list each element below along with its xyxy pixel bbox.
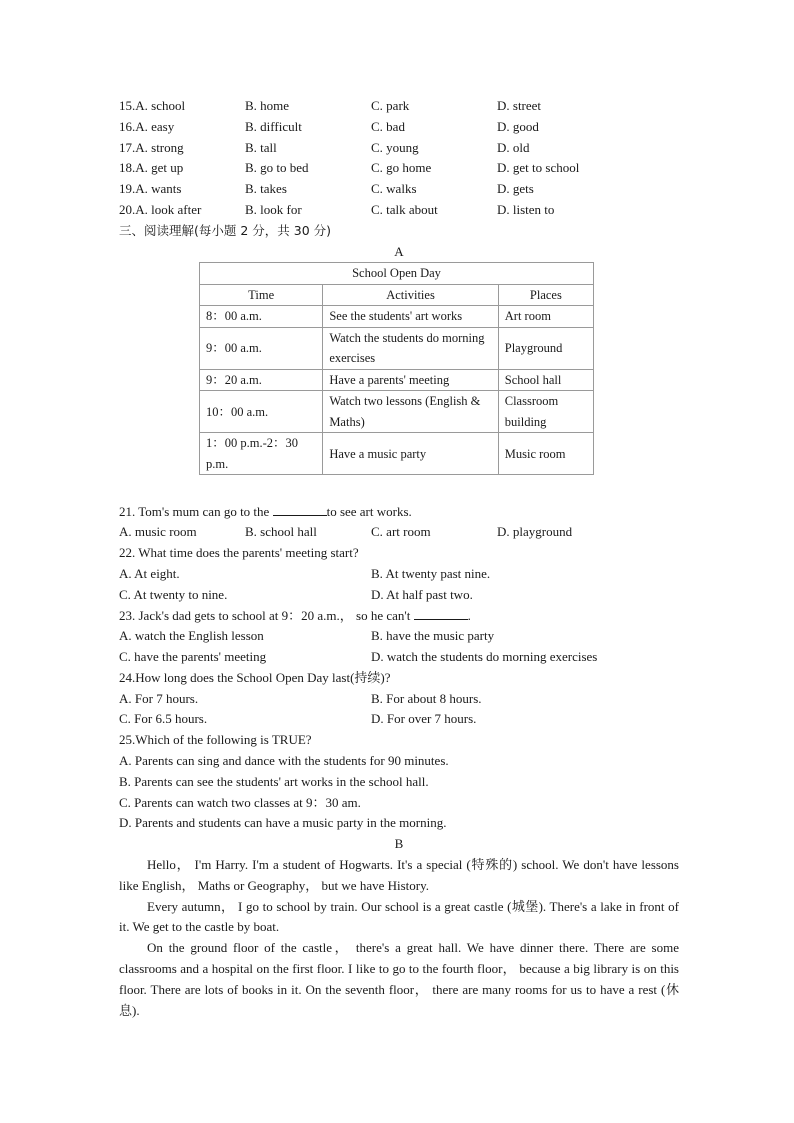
- option-d: D. At half past two.: [371, 586, 473, 602]
- passage-b-label: B: [394, 836, 404, 852]
- q24-options-ab: [119, 689, 679, 710]
- passage-a-label: A: [394, 243, 404, 259]
- option-a: 20.A. look after: [119, 201, 202, 217]
- passage-b-paragraph-2: Every autumn， I go to school by train. Our school is a great castle (城堡). There's a lake in front of it. We get to the castle by boat.: [119, 898, 679, 935]
- option-a: A. music room: [119, 524, 197, 540]
- question-stem: 23. Jack's dad gets to school at 9：20 a.m.， so he can't: [119, 608, 414, 624]
- option-c: C. At twenty to nine.: [119, 586, 228, 602]
- option-row-15: [119, 96, 679, 117]
- option-a: A. For 7 hours.: [119, 690, 199, 706]
- question-22: 22. What time does the parents' meeting start?: [119, 544, 359, 560]
- cloze-options: [119, 96, 679, 221]
- option-c: C. go home: [371, 160, 432, 176]
- cell-time: 9：20 a.m.: [200, 369, 323, 391]
- cell-time: 9：00 a.m.: [200, 327, 323, 369]
- exam-page: [119, 96, 679, 1021]
- option-a: 17.A. strong: [119, 139, 184, 155]
- option-b: B. For about 8 hours.: [371, 690, 482, 706]
- cell-activity: Watch two lessons (English & Maths): [323, 391, 498, 433]
- answer-blank[interactable]: [273, 501, 327, 516]
- option-c: C. have the parents' meeting: [119, 648, 267, 664]
- q22-options-cd: [119, 585, 679, 606]
- header-activities: Activities: [323, 284, 498, 306]
- option-b: B. tall: [245, 139, 277, 155]
- table-caption-row: [200, 263, 594, 285]
- option-b: B. takes: [245, 181, 287, 197]
- passage-b-paragraph-1: Hello， I'm Harry. I'm a student of Hogwarts. It's a special (特殊的) school. We don't have lessons like English， Maths or Geography， but we have History.: [119, 856, 679, 893]
- option-a: 16.A. easy: [119, 118, 175, 134]
- question-stem-end: to see art works.: [326, 504, 412, 520]
- answer-blank[interactable]: [414, 605, 468, 620]
- option-d: D. Parents and students can have a music party in the morning.: [119, 815, 447, 831]
- table-row: [200, 327, 594, 369]
- option-a: 18.A. get up: [119, 160, 184, 176]
- cell-time: 1：00 p.m.-2：30 p.m.: [200, 433, 323, 475]
- option-d: D. good: [497, 118, 539, 134]
- q23-options-ab: [119, 626, 679, 647]
- q24-options-cd: [119, 709, 679, 730]
- schedule-table: [199, 262, 594, 475]
- cell-activity: See the students' art works: [323, 306, 498, 328]
- cell-place: Art room: [498, 306, 593, 328]
- question-25: 25.Which of the following is TRUE?: [119, 732, 312, 748]
- option-row-20: [119, 200, 679, 221]
- table-caption: School Open Day: [200, 263, 594, 285]
- cell-time: 8：00 a.m.: [200, 306, 323, 328]
- option-c: C. young: [371, 139, 419, 155]
- cell-activity: Have a parents' meeting: [323, 369, 498, 391]
- option-a: 15.A. school: [119, 98, 186, 113]
- cell-activity: Have a music party: [323, 433, 498, 475]
- cell-activity: Watch the students do morning exercises: [323, 327, 498, 369]
- option-c: C. For 6.5 hours.: [119, 711, 208, 727]
- option-b: B. go to bed: [245, 160, 309, 176]
- section-title: 三、阅读理解(每小题 2 分，共 30 分): [119, 222, 332, 238]
- option-a: A. Parents can sing and dance with the students for 90 minutes.: [119, 752, 449, 768]
- question-stem-end: .: [467, 608, 471, 624]
- header-time: Time: [200, 284, 323, 306]
- table-header-row: [200, 284, 594, 306]
- cell-place: Music room: [498, 433, 593, 475]
- table-row: [200, 433, 594, 475]
- option-b: B. look for: [245, 201, 302, 217]
- header-places: Places: [498, 284, 593, 306]
- option-d: D. listen to: [497, 201, 555, 217]
- option-row-17: [119, 138, 679, 159]
- q23-options-cd: [119, 647, 679, 668]
- question-21: [119, 501, 679, 522]
- option-d: D. watch the students do morning exercises: [371, 648, 598, 664]
- option-d: D. street: [497, 98, 542, 113]
- cell-place: Classroom building: [498, 391, 593, 433]
- table-row: [200, 306, 594, 328]
- option-d: D. gets: [497, 181, 534, 197]
- table-row: [200, 391, 594, 433]
- option-b: B. Parents can see the students' art works in the school hall.: [119, 773, 429, 789]
- option-d: D. get to school: [497, 160, 580, 176]
- q22-options-ab: [119, 564, 679, 585]
- option-b: B. difficult: [245, 118, 302, 134]
- option-b: B. At twenty past nine.: [371, 565, 491, 581]
- cell-place: School hall: [498, 369, 593, 391]
- option-row-18: [119, 158, 679, 179]
- option-c: C. walks: [371, 181, 417, 197]
- option-c: C. art room: [371, 524, 431, 540]
- cell-place: Playground: [498, 327, 593, 369]
- q21-options: [119, 522, 679, 543]
- option-a: A. At eight.: [119, 565, 180, 581]
- option-c: C. park: [371, 98, 410, 113]
- passage-b-paragraph-3: On the ground floor of the castle， there's a great hall. We have dinner there. There are some classrooms and a hospital on the first floor. I like to go to the fourth floor， because a big library is on this floor. There are lots of books in it. On the seventh floor， there are many rooms for us to have a rest (休息).: [119, 940, 679, 1018]
- option-row-16: [119, 117, 679, 138]
- option-b: B. home: [245, 98, 290, 113]
- option-b: B. school hall: [245, 524, 317, 540]
- option-b: B. have the music party: [371, 628, 495, 644]
- option-c: C. bad: [371, 118, 405, 134]
- option-d: D. playground: [497, 524, 573, 540]
- option-a: 19.A. wants: [119, 181, 182, 197]
- option-d: D. old: [497, 139, 530, 155]
- table-row: [200, 369, 594, 391]
- option-a: A. watch the English lesson: [119, 628, 264, 644]
- cell-time: 10：00 a.m.: [200, 391, 323, 433]
- option-row-19: [119, 179, 679, 200]
- question-stem: 21. Tom's mum can go to the: [119, 504, 273, 520]
- question-23: [119, 605, 679, 626]
- option-c: C. talk about: [371, 201, 438, 217]
- question-24: 24.How long does the School Open Day last(持续)?: [119, 669, 391, 685]
- option-d: D. For over 7 hours.: [371, 711, 477, 727]
- option-c: C. Parents can watch two classes at 9：30 am.: [119, 794, 361, 810]
